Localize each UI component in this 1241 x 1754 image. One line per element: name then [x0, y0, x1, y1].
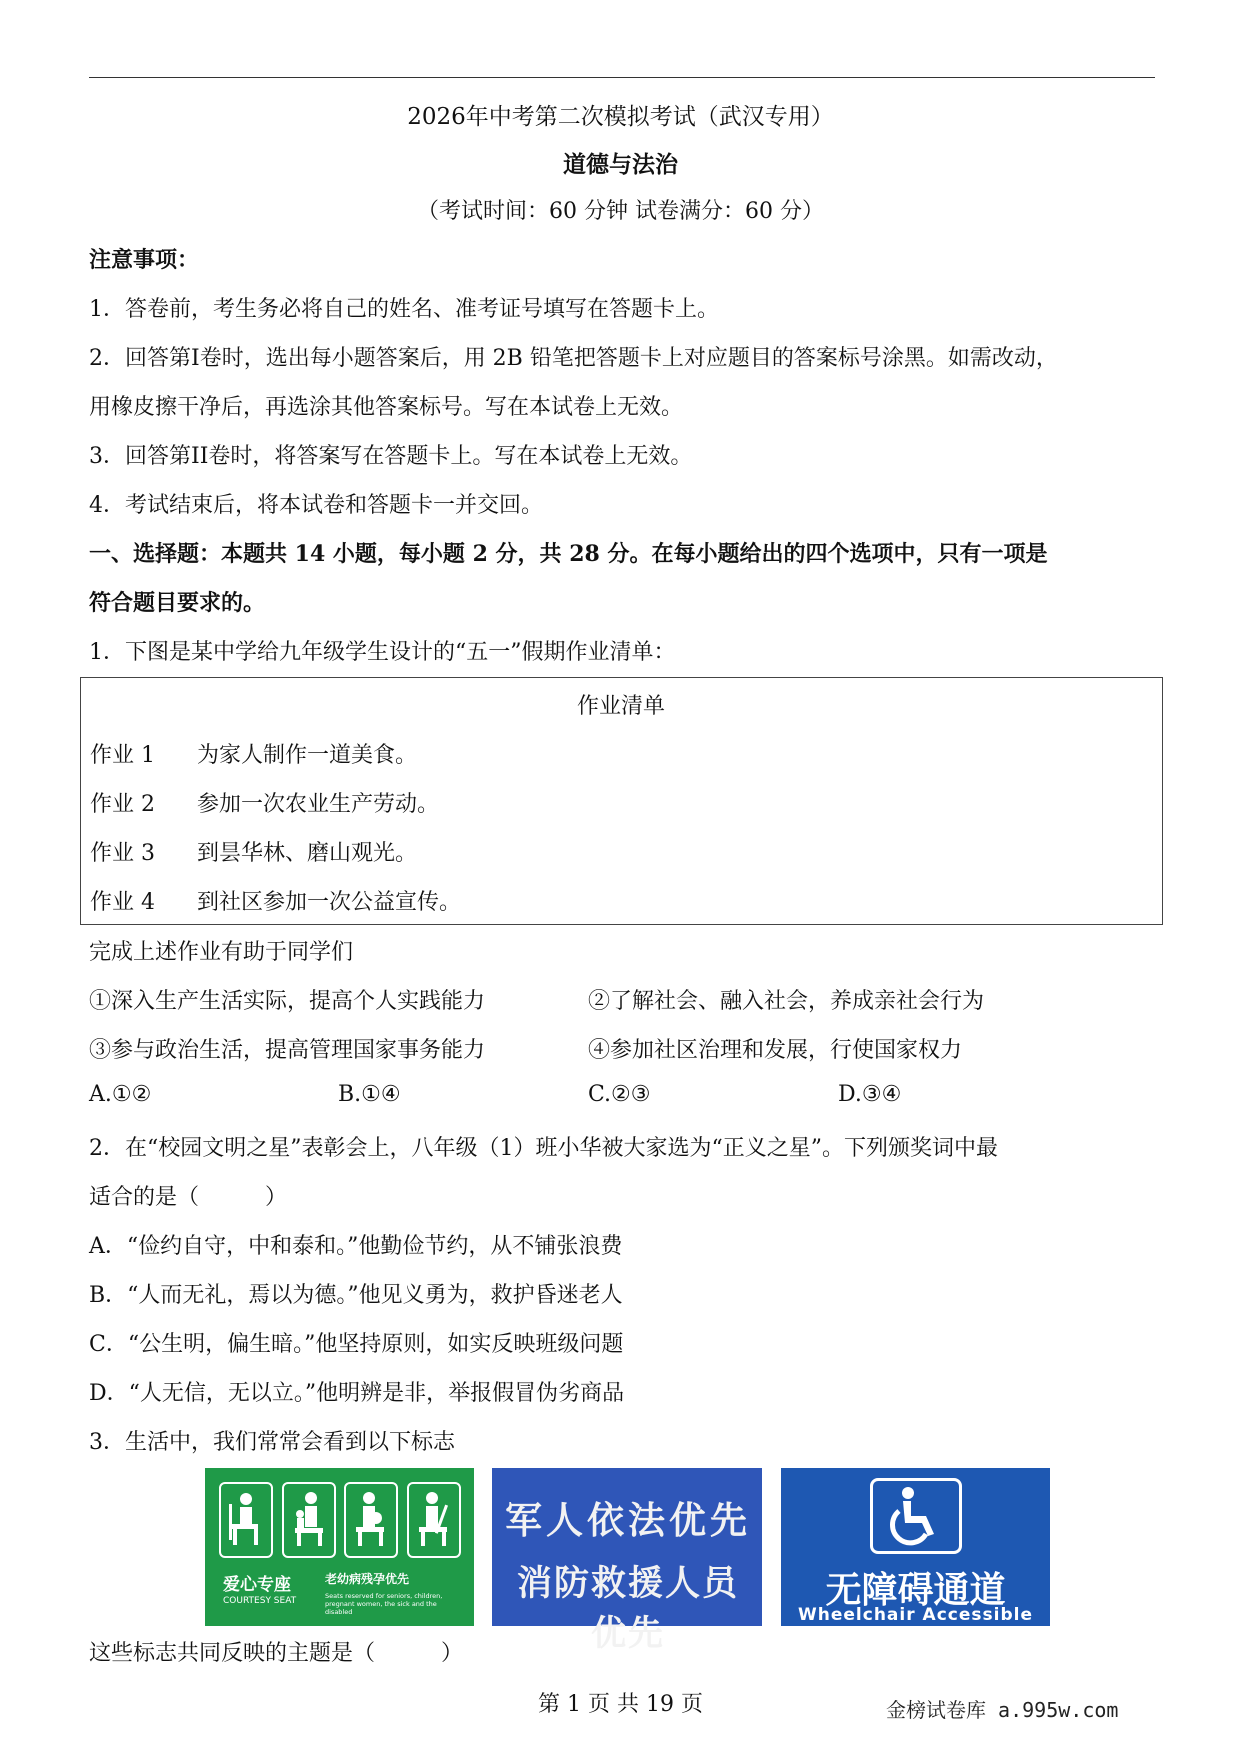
q1-option-b[interactable]: B.①④ [338, 1082, 401, 1107]
homework-text: 到昙华林、磨山观光。 [197, 841, 418, 866]
courtesy-seat-title: 爱心专座 [223, 1575, 291, 1595]
q3-question: 这些标志共同反映的主题是（ ） [89, 1641, 464, 1666]
q1-option-a[interactable]: A.①② [89, 1082, 152, 1107]
page-number: 第 1 页 共 19 页 [538, 1692, 703, 1717]
homework-text: 为家人制作一道美食。 [197, 743, 418, 768]
q2-stem: 2．在“校园文明之星”表彰会上，八年级（1）班小华被大家选为“正义之星”。下列颁奖词中最 [89, 1136, 998, 1161]
q1-statement: ①深入生产生活实际，提高个人实践能力 [89, 989, 486, 1014]
courtesy-seat-en: COURTESY SEAT [223, 1596, 297, 1606]
injured-seat-icon [407, 1482, 461, 1558]
q2-option-b[interactable]: B．“人而无礼，焉以为德。”他见义勇为，救护昏迷老人 [89, 1283, 623, 1308]
q1-lead: 完成上述作业有助于同学们 [89, 940, 354, 965]
note-item: 3．回答第II卷时，将答案写在答题卡上。写在本试卷上无效。 [89, 444, 693, 469]
homework-text: 参加一次农业生产劳动。 [197, 792, 440, 817]
q1-statement: ③参与政治生活，提高管理国家事务能力 [89, 1038, 486, 1063]
courtesy-seat-note: Seats reserved for seniors, children, pregnant women, the sick and the disabled [325, 1592, 443, 1616]
q3-stem: 3．生活中，我们常常会看到以下标志 [89, 1430, 455, 1455]
elderly-seat-icon [219, 1482, 273, 1558]
homework-list-box [80, 677, 1163, 925]
exam-meta: （考试时间：60 分钟 试卷满分：60 分） [417, 199, 824, 224]
military-priority-line1: 军人依法优先 [505, 1499, 751, 1542]
section-heading-cont: 符合题目要求的。 [89, 590, 266, 616]
accessible-en: Wheelchair Accessible [798, 1605, 1033, 1625]
accessible-title: 无障碍通道 [825, 1570, 1006, 1611]
homework-label: 作业 2 [90, 792, 155, 817]
exam-subject: 道德与法治 [563, 151, 678, 178]
accessible-passage-sign [781, 1468, 1050, 1626]
homework-label: 作业 4 [90, 890, 155, 915]
notes-heading: 注意事项： [89, 247, 200, 273]
q2-option-a[interactable]: A．“俭约自守，中和泰和。”他勤俭节约，从不铺张浪费 [89, 1234, 623, 1259]
military-priority-sign [492, 1468, 762, 1654]
q2-option-d[interactable]: D．“人无信，无以立。”他明辨是非，举报假冒伪劣商品 [89, 1381, 625, 1406]
child-seat-icon [282, 1482, 336, 1558]
note-item: 2．回答第I卷时，选出每小题答案后，用 2B 铅笔把答题卡上对应题目的答案标号涂黑。如需改动， [89, 346, 1058, 371]
source-watermark: 金榜试卷库 a.995w.com [886, 1698, 1119, 1722]
homework-text: 到社区参加一次公益宣传。 [197, 890, 462, 915]
pregnant-seat-icon [344, 1482, 398, 1558]
seat-icons [219, 1482, 461, 1560]
q1-stem: 1．下图是某中学给九年级学生设计的“五一”假期作业清单： [89, 640, 676, 665]
q2-stem-cont: 适合的是（ ） [89, 1185, 288, 1210]
note-item: 4．考试结束后，将本试卷和答题卡一并交回。 [89, 493, 543, 518]
q1-statement: ②了解社会、融入社会，养成亲社会行为 [588, 989, 985, 1014]
q1-option-d[interactable]: D.③④ [838, 1082, 902, 1107]
courtesy-seat-sub: 老幼病残孕优先 [325, 1572, 410, 1586]
homework-label: 作业 3 [90, 841, 155, 866]
note-item: 1．答卷前，考生务必将自己的姓名、准考证号填写在答题卡上。 [89, 297, 719, 322]
wheelchair-icon [870, 1478, 962, 1554]
homework-label: 作业 1 [90, 743, 155, 768]
q1-option-c[interactable]: C.②③ [588, 1082, 651, 1107]
q1-statement: ④参加社区治理和发展，行使国家权力 [588, 1038, 963, 1063]
exam-title: 2026年中考第二次模拟考试（武汉专用） [407, 104, 834, 130]
section-heading: 一、选择题：本题共 14 小题，每小题 2 分，共 28 分。在每小题给出的四个选项中，只有一项是 [89, 541, 1048, 567]
q2-option-c[interactable]: C．“公生明，偏生暗。”他坚持原则，如实反映班级问题 [89, 1332, 624, 1357]
note-item: 用橡皮擦干净后，再选涂其他答案标号。写在本试卷上无效。 [89, 395, 684, 420]
military-priority-line2: 消防救援人员优先 [516, 1564, 739, 1654]
homework-list-title: 作业清单 [576, 694, 665, 719]
courtesy-seat-sign [205, 1468, 474, 1626]
top-rule [89, 77, 1155, 78]
